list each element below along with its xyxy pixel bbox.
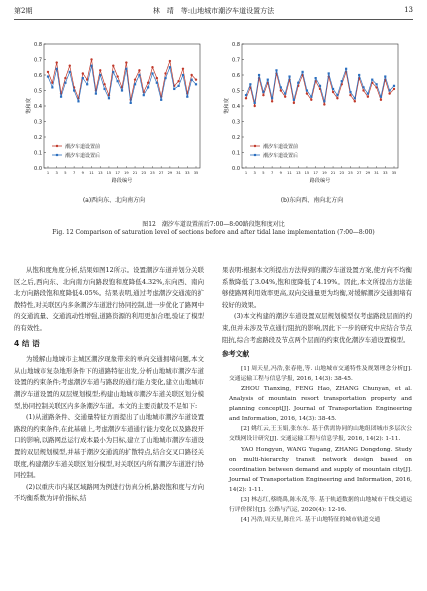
x-tick-label: 5 — [262, 171, 265, 175]
data-point — [384, 75, 386, 77]
data-point — [275, 69, 277, 71]
paragraph: 果表明:根据本文所提出方法得到的潮汐车道设置方案,使方向不均衡系数降低了3.04%,饱和度降低了4.19%。因此,本文所提出方法能够使路网利用效率更高,双向交通量更为均衡,对缓解潮汐交通拥堵有较好的效果。 — [222, 266, 412, 309]
data-point — [121, 89, 123, 91]
data-point — [64, 77, 66, 79]
x-tick-label: 17 — [313, 171, 318, 175]
data-point — [301, 71, 303, 73]
x-tick-label: 3 — [55, 171, 58, 175]
data-point — [73, 89, 75, 91]
data-point — [293, 99, 295, 101]
data-point — [190, 74, 192, 76]
data-point — [371, 79, 373, 81]
data-point — [262, 94, 264, 96]
data-point — [345, 68, 347, 70]
data-point — [151, 72, 153, 74]
x-tick-label: 9 — [279, 171, 282, 175]
data-point — [82, 77, 84, 79]
data-point — [388, 92, 390, 94]
y-tick-label: 0.1 — [232, 150, 240, 157]
data-point — [319, 85, 321, 87]
data-point — [82, 72, 84, 74]
data-point — [258, 74, 260, 76]
reference-item: [1] 周天星,冯浩,张春艳,等. 山地城市交通特性及规划理念分析[J]. 交通运输工程与信息学报, 2016, 14(3): 38-45. — [229, 365, 412, 382]
y-axis-label: 饱和度 — [26, 98, 32, 114]
y-tick-label: 0.8 — [232, 41, 240, 48]
y-tick-label: 0.7 — [232, 57, 240, 64]
issue-number: 第2期 — [14, 7, 33, 15]
data-point — [245, 94, 247, 96]
data-point — [169, 66, 171, 68]
data-point — [380, 99, 382, 101]
y-tick-label: 0.4 — [232, 103, 240, 110]
y-tick-label: 0.0 — [232, 165, 240, 172]
data-point — [284, 93, 286, 95]
data-point — [245, 97, 247, 99]
x-tick-label: 21 — [330, 171, 336, 175]
data-point — [56, 68, 58, 70]
x-tick-label: 15 — [106, 171, 112, 175]
legend-label: 潮汐车道设置前 — [65, 143, 101, 150]
data-point — [177, 85, 179, 87]
x-tick-label: 33 — [383, 171, 388, 175]
x-tick-label: 19 — [322, 171, 327, 175]
data-point — [108, 97, 110, 99]
x-tick-label: 7 — [270, 171, 274, 175]
data-point — [195, 78, 197, 80]
subfigure-caption: (a)西向东、北向南方向 — [82, 197, 146, 204]
x-tick-label: 11 — [287, 171, 292, 175]
data-point — [156, 77, 158, 79]
x-tick-label: 5 — [64, 171, 67, 175]
data-point — [182, 68, 184, 70]
data-point — [90, 58, 92, 60]
data-point — [249, 83, 251, 85]
data-point — [47, 75, 49, 77]
data-point — [280, 86, 282, 88]
data-point — [393, 88, 395, 90]
data-point — [362, 86, 364, 88]
data-point — [125, 68, 127, 70]
x-tick-label: 29 — [365, 171, 371, 175]
data-point — [56, 61, 58, 63]
legend-marker — [254, 154, 256, 156]
data-point — [271, 100, 273, 102]
data-point — [393, 85, 395, 87]
data-point — [69, 71, 71, 73]
data-point — [332, 88, 334, 90]
y-axis-label: 饱和度 — [224, 98, 230, 114]
figure-caption-zh: 图12 潮汐车道设置前后7:00—8:00路段饱和度对比 — [142, 221, 285, 228]
x-tick-label: 35 — [391, 171, 397, 175]
y-tick-label: 0.8 — [34, 41, 42, 48]
x-tick-label: 31 — [176, 171, 181, 175]
x-tick-label: 15 — [304, 171, 310, 175]
data-point — [293, 102, 295, 104]
x-tick-label: 27 — [158, 171, 164, 175]
y-tick-label: 0.4 — [34, 103, 42, 110]
data-point — [117, 80, 119, 82]
y-tick-label: 0.7 — [34, 57, 42, 64]
page-number: 13 — [404, 6, 413, 14]
chart-b — [222, 38, 402, 216]
data-point — [182, 74, 184, 76]
paragraph: (3)本文构建的潮汐车道设置双层规划模型仅考虑路段层面的约束,但并未涉及节点通行阻抗的影响,因此下一步的研究中应结合节点阻抗,综合考虑路段及节点两个层面的约束优化潮汐车道设置模型。 — [222, 312, 412, 344]
running-title: 林 靖 等:山地城市潮汐车道设置方法 — [152, 7, 275, 15]
data-point — [103, 88, 105, 90]
data-point — [164, 77, 166, 79]
data-point — [147, 86, 149, 88]
chart-b-panel — [222, 38, 402, 220]
data-point — [156, 82, 158, 84]
data-point — [112, 71, 114, 73]
data-point — [60, 96, 62, 98]
x-tick-label: 17 — [115, 171, 120, 175]
data-point — [195, 83, 197, 85]
reference-item: ZHOU Tianxing, FENG Hao, ZHANG Chunyan, et al. Analysis of mountain resort transportation property and planning concept[J]. Journal of Transportation Engineering and Information, 2016, 14(3): 38-45. — [229, 385, 412, 423]
data-point — [254, 102, 256, 104]
running-header — [14, 6, 413, 18]
data-point — [306, 92, 308, 94]
x-tick-label: 27 — [356, 171, 362, 175]
data-point — [116, 75, 118, 77]
data-point — [297, 82, 299, 84]
data-point — [86, 83, 88, 85]
data-point — [77, 100, 79, 102]
right-column — [222, 265, 412, 525]
data-point — [358, 74, 360, 76]
data-point — [323, 103, 325, 105]
data-point — [332, 91, 334, 93]
data-point — [354, 97, 356, 99]
legend-marker — [254, 145, 256, 147]
data-point — [315, 77, 317, 79]
data-point — [341, 80, 343, 82]
data-point — [134, 78, 136, 80]
references-heading: 参考文献 — [222, 350, 250, 359]
x-tick-label: 19 — [124, 171, 129, 175]
x-tick-label: 7 — [72, 171, 76, 175]
data-point — [284, 96, 286, 98]
left-column — [14, 265, 204, 505]
legend-marker — [56, 154, 58, 156]
y-tick-label: 0.6 — [34, 72, 42, 79]
x-axis-label: 路段编号 — [111, 178, 133, 184]
x-tick-label: 9 — [81, 171, 84, 175]
y-tick-label: 0.5 — [34, 88, 42, 95]
x-tick-label: 21 — [132, 171, 138, 175]
data-point — [130, 102, 132, 104]
data-point — [254, 105, 256, 107]
data-point — [99, 69, 101, 71]
data-point — [51, 86, 53, 88]
data-point — [375, 83, 377, 85]
y-tick-label: 0.2 — [232, 134, 240, 141]
x-tick-label: 1 — [244, 171, 248, 175]
data-point — [112, 65, 114, 67]
legend-label: 潮汐车道设置后 — [65, 152, 101, 159]
data-point — [389, 89, 391, 91]
figure-caption-en: Fig. 12 Comparison of saturation level of sections before and after tidal lane implementation (7:00—8:00) — [52, 229, 375, 236]
y-tick-label: 0.6 — [232, 72, 240, 79]
data-point — [173, 88, 175, 90]
x-tick-label: 25 — [150, 171, 155, 175]
data-point — [186, 96, 188, 98]
x-tick-label: 23 — [141, 171, 147, 175]
data-point — [271, 97, 273, 99]
data-point — [64, 82, 66, 84]
data-point — [328, 72, 330, 74]
y-tick-label: 0.2 — [34, 134, 42, 141]
data-point — [323, 100, 325, 102]
x-axis-label: 路段编号 — [309, 178, 331, 184]
x-tick-label: 11 — [89, 171, 94, 175]
data-point — [99, 74, 101, 76]
x-tick-label: 35 — [193, 171, 199, 175]
data-point — [138, 74, 140, 76]
x-tick-label: 3 — [253, 171, 256, 175]
data-point — [125, 61, 127, 63]
subfigure-caption: (b)东向西、南向北方向 — [280, 197, 344, 204]
data-point — [362, 89, 364, 91]
chart-a — [24, 38, 204, 216]
section-heading-conclusion: 4 结 语 — [14, 338, 40, 348]
legend-label: 潮汐车道设置后 — [263, 152, 299, 159]
data-point — [354, 100, 356, 102]
data-point — [95, 93, 97, 95]
legend-marker — [56, 145, 58, 147]
x-tick-label: 25 — [348, 171, 353, 175]
data-point — [349, 91, 351, 93]
x-tick-label: 13 — [295, 171, 301, 175]
data-point — [310, 99, 312, 101]
y-tick-label: 0.3 — [232, 119, 240, 126]
data-point — [336, 94, 338, 96]
x-tick-label: 23 — [339, 171, 345, 175]
data-point — [336, 97, 338, 99]
header-rule — [14, 19, 413, 20]
paragraph: 从饱和度角度分析,结果如图12所示。设置潮汐车道并划分关联区之后,西向东、北向南方向路段饱和度降低4.32%,东向西、南向北方向路段饱和度降低4.05%。结果表明,通过考虑潮汐交通流的扩散特性,对关联区内多条潮汐车道进行协同控制,进一步优化了路网中的交通流量、交通流动性增强,道路资源的利用更加合理,验证了模型的有效性。 — [14, 266, 204, 332]
data-point — [177, 80, 179, 82]
data-point — [349, 94, 351, 96]
data-point — [191, 79, 193, 81]
chart-a-panel — [24, 38, 204, 220]
data-point — [160, 99, 162, 101]
data-point — [69, 65, 71, 67]
data-point — [134, 83, 136, 85]
data-point — [151, 66, 153, 68]
y-tick-label: 0.0 — [34, 165, 42, 172]
paragraph: (2)以重庆市内某区域路网为例进行仿真分析,路段饱和度与方向不均衡系数为评价指标,结 — [14, 482, 204, 503]
data-point — [138, 69, 140, 71]
y-tick-label: 0.1 — [34, 150, 42, 157]
reference-item: [2] 姚红云,王玉娟,张东东. 基于供需协同的山地组团城市多层次公交线网设计研究[J]. 交通运输工程与信息学报, 2016, 14(2): 1-11. — [229, 426, 412, 443]
reference-item: [4] 冯浩,周天星,陈仕兴. 基于山地特征的城市轨道交通 — [241, 517, 381, 524]
data-point — [367, 96, 369, 98]
data-point — [169, 60, 171, 62]
x-tick-label: 13 — [97, 171, 103, 175]
data-point — [267, 79, 269, 81]
paragraph: 为缓解山地城市主城区潮汐现象带来的单向交通拥堵问题,本文从山地城市复杂地形条件下的道路特征出发,分析山地城市潮汐车道设置的约束条件;考虑潮汐车道与路段的通行能力变化,建立山地城市潮汐车道设置的双层规划模型;构建山地城市潮汐车道关联区划分模型,协同控制关联区内多条潮汐车道。本文的主要贡献及不足如下: — [14, 355, 204, 410]
data-point — [367, 93, 369, 95]
data-point — [262, 91, 264, 93]
y-tick-label: 0.3 — [34, 119, 42, 126]
data-point — [306, 89, 308, 91]
x-tick-label: 33 — [185, 171, 190, 175]
data-point — [90, 65, 92, 67]
paragraph: (1)从道路条件、交通量特征方面提出了山地城市潮汐车道设置路段的约束条件,在此基础上,考虑潮汐车道通行能力变化以及路段开口的影响,以路网总运行成本最小为目标,建立了山地城市潮汐车道设置的双层规划模型,并基于潮汐交通流的扩散特点,结合交叉口路径关联度,构建潮汐车道关联区划分模型,对关联区内所有潮汐车道进行协同控制。 — [14, 413, 204, 480]
legend-label: 潮汐车道设置前 — [263, 143, 299, 150]
x-tick-label: 1 — [46, 171, 50, 175]
y-tick-label: 0.5 — [232, 88, 240, 95]
data-point — [47, 71, 49, 73]
data-point — [380, 96, 382, 98]
x-tick-label: 31 — [374, 171, 379, 175]
data-point — [288, 75, 290, 77]
reference-item: YAO Hongyun, WANG Yugang, ZHANG Dongdong. Study on multi-hierarchy transit network design based on coordination between demand and supply of mountain city[J]. Journal of Transportation Engineering and Information, 2016, 14(2): 1-11. — [229, 446, 412, 493]
x-tick-label: 29 — [167, 171, 173, 175]
reference-item: [3] 林志红,蔡晓禹,陈永茂,等. 基于轨道数据的山地城市干线交通运行评价探讨[J]. 公路与汽运, 2020(4): 12-16. — [229, 496, 412, 514]
data-point — [280, 89, 282, 91]
data-point — [143, 94, 145, 96]
data-point — [164, 72, 166, 74]
data-point — [310, 96, 312, 98]
